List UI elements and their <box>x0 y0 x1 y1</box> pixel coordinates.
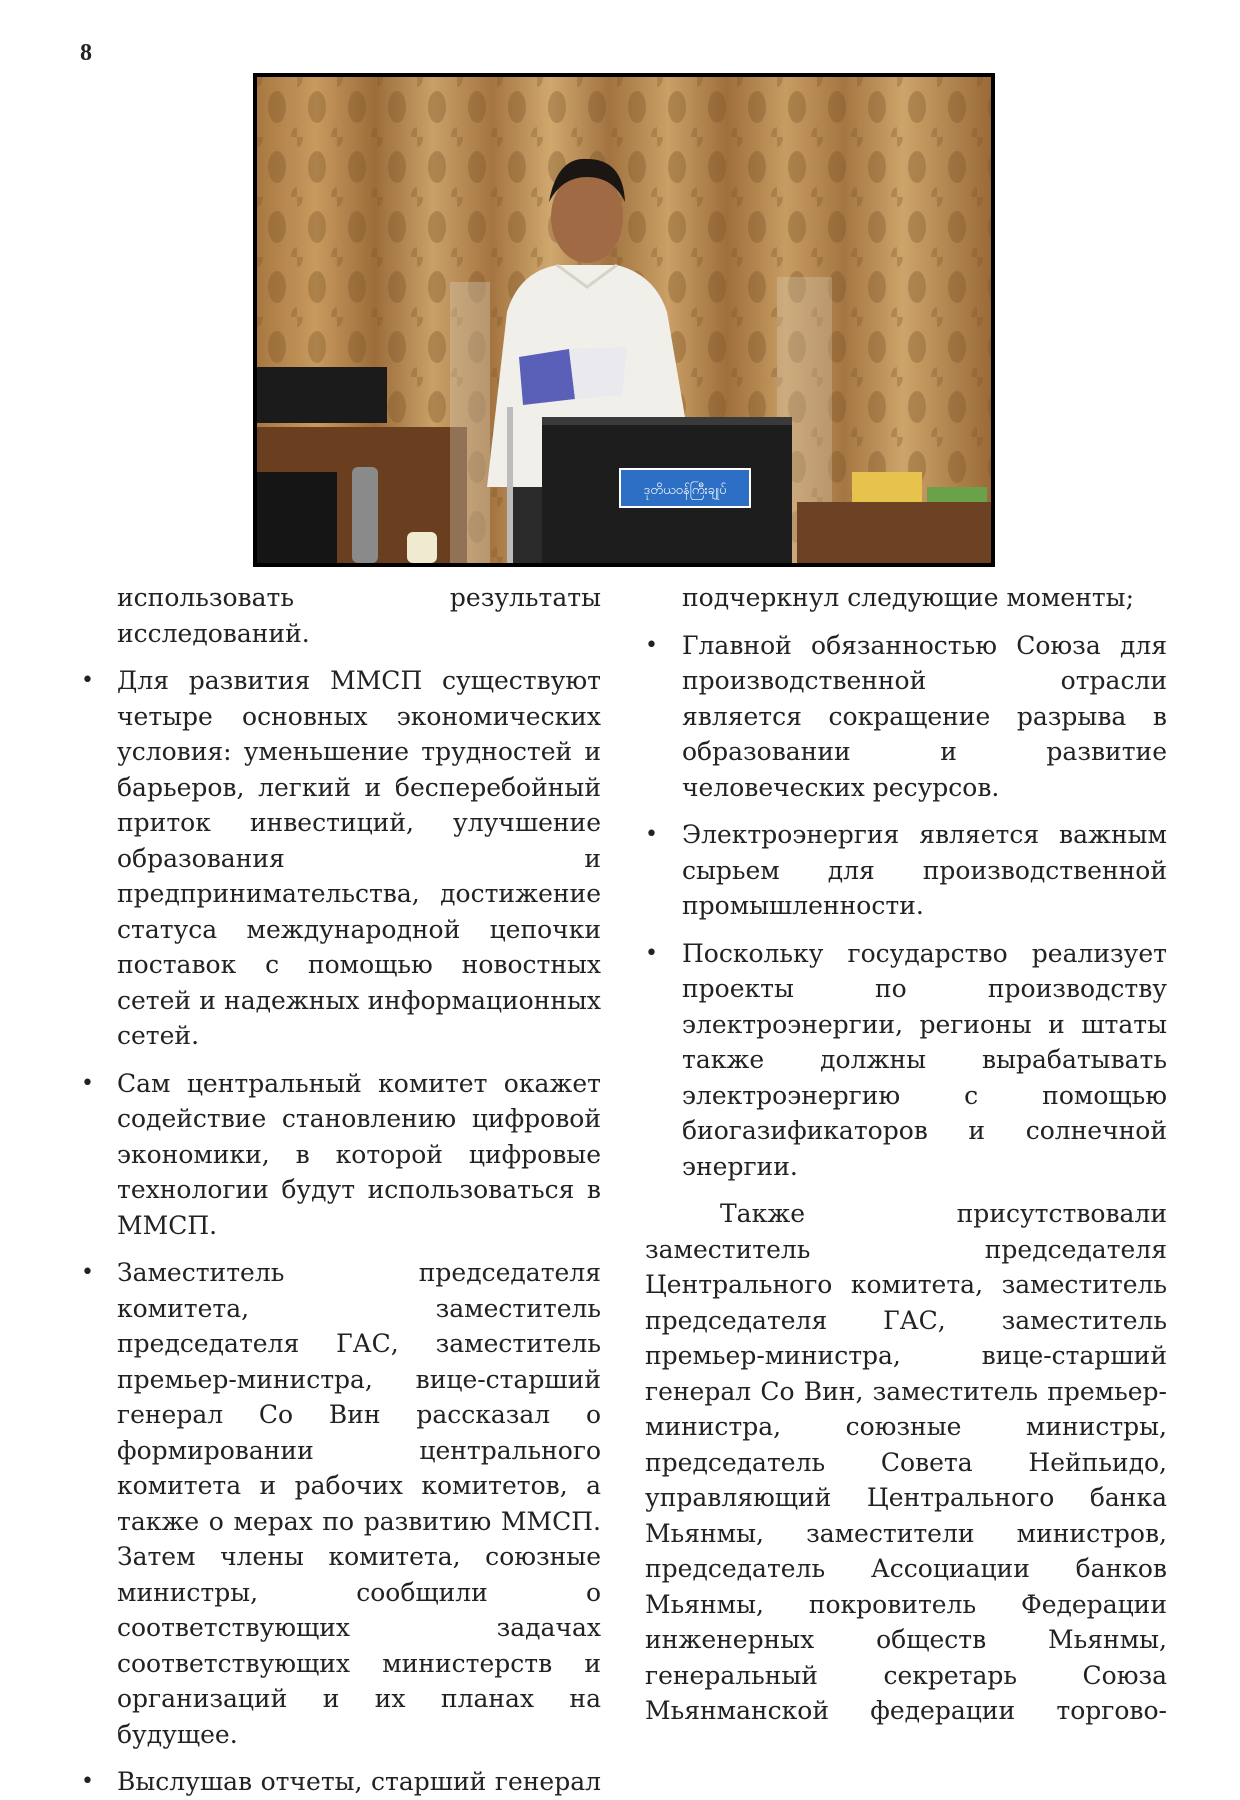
list-item: • Для развития ММСП существуют четыре основных экономических условия: уменьшение трудностей и барьеров, легкий и бесперебойный приток инвестиций, улучшение образования и предпринимательства, достижение статуса международной цепочки поставок с помощью новостных сетей и надежных информационных сетей. <box>117 663 601 1054</box>
list-item: • Электроэнергия является важным сырьем для производственной промышленности. <box>645 817 1167 924</box>
list-item: • Поскольку государство реализует проекты по производству электроэнергии, регионы и штаты также должны вырабатывать электроэнергию с помощью биогазификаторов и солнечной энергии. <box>645 936 1167 1185</box>
list-item: • Выслушав отчеты, старший генерал <box>117 1764 601 1800</box>
left-column <box>117 580 601 1800</box>
news-photo <box>253 73 995 567</box>
list-item: • Главной обязанностью Союза для производственной отрасли является сокращение разрыва в образовании и развитие человеческих ресурсов. <box>645 628 1167 806</box>
right-continuation-text: подчеркнул следующие моменты; <box>682 583 1135 612</box>
closing-paragraph: Также присутствовали заместитель председателя Центрального комитета, заместитель председателя ГАС, заместитель премьер-министра, вице-старший генерал Со Вин, заместитель премьер-министра, союзные министры, председатель Совета Нейпьидо, управляющий Центрального банка Мьянмы, заместители министров, председатель Ассоциации банков Мьянмы, покровитель Федерации инженерных обществ Мьянмы, генеральный секретарь Союза Мьянманской федерации торгово- <box>645 1199 1167 1725</box>
page-number: 8 <box>80 40 92 66</box>
right-column <box>645 580 1167 1729</box>
left-continuation-text: использовать результаты исследований. <box>117 583 601 648</box>
list-item: • Заместитель председателя комитета, заместитель председателя ГАС, заместитель премьер-министра, вице-старший генерал Со Вин рассказал о формировании центрального комитета и рабочих комитетов, а также о мерах по развитию ММСП. Затем члены комитета, союзные министры, сообщили о соответствующих задачах соответствующих министерств и организаций и их планах на будущее. <box>117 1255 601 1752</box>
list-item: • Сам центральный комитет окажет содействие становлению цифровой экономики, в которой цифровые технологии будут использоваться в ММСП. <box>117 1066 601 1244</box>
name-plate-text: ဒုတိယဝန်ကြီးချုပ် <box>643 483 727 498</box>
